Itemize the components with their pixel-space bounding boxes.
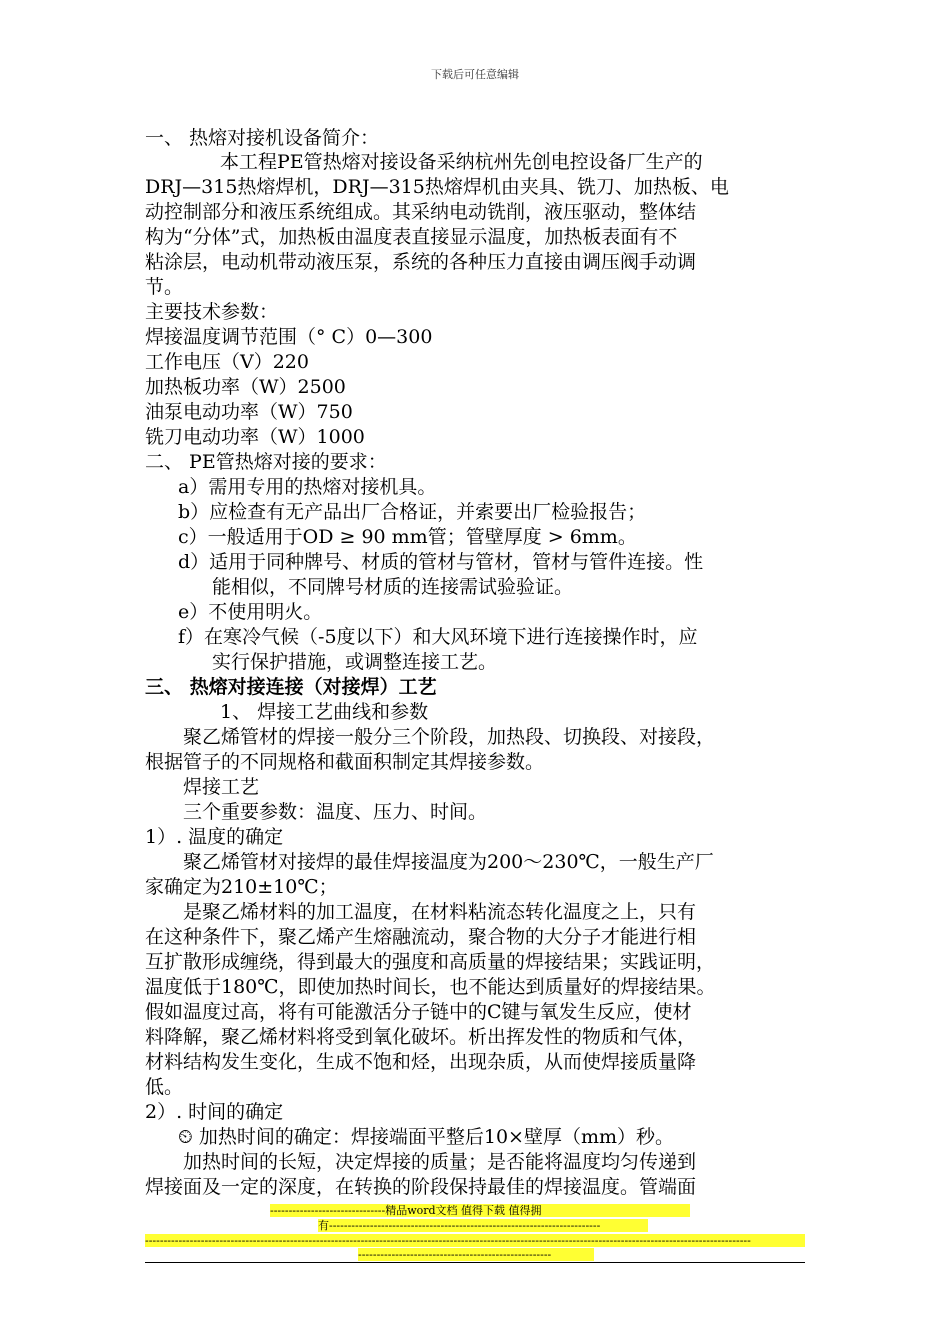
list-item: d）适用于同种牌号、材质的管材与管材，管材与管件连接。性 [178,551,704,573]
list-item-continuation: 实行保护措施，或调整连接工艺。 [212,651,498,673]
paragraph-line: 粘涂层，电动机带动液压泵，系统的各种压力直接由调压阀手动调 [145,251,697,273]
section-heading-1: 一、 热熔对接机设备简介： [145,127,380,149]
subsection-heading: 2）. 时间的确定 [145,1101,284,1123]
paragraph-line: 构为“分体”式，加热板由温度表直接显示温度，加热板表面有不 [145,226,678,248]
list-item: a）需用专用的热熔对接机具。 [178,476,437,498]
paragraph-line: 聚乙烯管材对接焊的最佳焊接温度为200～230℃，一般生产厂 [183,851,714,873]
paragraph-line: 家确定为210±10℃； [145,876,338,898]
param-line: 工作电压（V）220 [145,351,309,373]
section-heading-2: 二、 PE管热熔对接的要求： [145,451,387,473]
paragraph-line: 料降解，聚乙烯材料将受到氧化破坏。析出挥发性的物质和气体， [145,1026,697,1048]
param-line: 加热板功率（W）2500 [145,376,346,398]
params-heading: 主要技术参数： [145,301,279,323]
paragraph-line: 加热时间的长短，决定焊接的质量；是否能将温度均匀传递到 [183,1151,697,1173]
paragraph-line: 在这种条件下，聚乙烯产生熔融流动，聚合物的大分子才能进行相 [145,926,697,948]
paragraph-line: 低。 [145,1076,184,1098]
subsection-heading: 1）. 温度的确定 [145,826,284,848]
param-line: 油泵电动功率（W）750 [145,401,353,423]
param-line: 焊接温度调节范围（° C）0—300 [145,326,433,348]
footer-banner-line: -------------------------------精品word文档 值得下载 值得拥 [270,1204,690,1217]
list-item-continuation: 能相似，不同牌号材质的连接需试验验证。 [212,576,574,598]
paragraph-line: 聚乙烯管材的焊接一般分三个阶段，加热段、切换段、对接段， [183,726,716,748]
list-item: b）应检查有无产品出厂合格证，并索要出厂检验报告； [178,501,647,523]
paragraph-line: 三个重要参数：温度、压力、时间。 [183,801,488,823]
paragraph-line: 焊接面及一定的深度，在转换的阶段保持最佳的焊接温度。管端面 [145,1176,697,1198]
paragraph-line: 互扩散形成缠绕，得到最大的强度和高质量的焊接结果；实践证明， [145,951,716,973]
paragraph-line: DRJ—315热熔焊机，DRJ—315热熔焊机由夹具、铣刀、加热板、电 [145,176,729,198]
paragraph-line: 温度低于180℃，即使加热时间长，也不能达到质量好的焊接结果。 [145,976,716,998]
paragraph-line: 假如温度过高，将有可能激活分子链中的C键与氧发生反应，使材 [145,1001,692,1023]
list-item: f）在寒冷气候（-5度以下）和大风环境下进行连接操作时，应 [178,626,698,648]
paragraph-line: 是聚乙烯材料的加工温度，在材料粘流态转化温度之上，只有 [183,901,697,923]
list-item: e）不使用明火。 [178,601,323,623]
param-line: 铣刀电动功率（W）1000 [145,426,365,448]
paragraph-line: 材料结构发生变化，生成不饱和烃，出现杂质，从而使焊接质量降 [145,1051,697,1073]
footer-banner-line: ---------------------------------------------------- [358,1248,594,1261]
footer-banner-line: 有------------------------------------------------------------------------- [318,1219,648,1232]
paragraph-line: 根据管子的不同规格和截面积制定其焊接参数。 [145,751,545,773]
subsection-heading: 1、 焊接工艺曲线和参数 [220,701,429,723]
paragraph-line: 本工程PE管热熔对接设备采纳杭州先创电控设备厂生产的 [220,151,703,173]
paragraph-line: 动控制部分和液压系统组成。其采纳电动铣削，液压驱动，整体结 [145,201,697,223]
footer-banner-line: ------------------------------------------------------------------------------------------------------------------------------------------------------------------- [145,1234,805,1247]
page-header: 下载后可任意编辑 [431,68,519,81]
paragraph-line: 节。 [145,276,184,298]
list-item: c）一般适用于OD ≥ 90 mm管；管壁厚度 > 6mm。 [178,526,637,548]
footer-divider [145,1262,805,1263]
paragraph-line: ⏲ 加热时间的确定：焊接端面平整后10×壁厚（mm）秒。 [178,1126,674,1148]
paragraph-line: 焊接工艺 [183,776,260,798]
section-heading-3: 三、 热熔对接连接（对接焊）工艺 [145,676,437,698]
